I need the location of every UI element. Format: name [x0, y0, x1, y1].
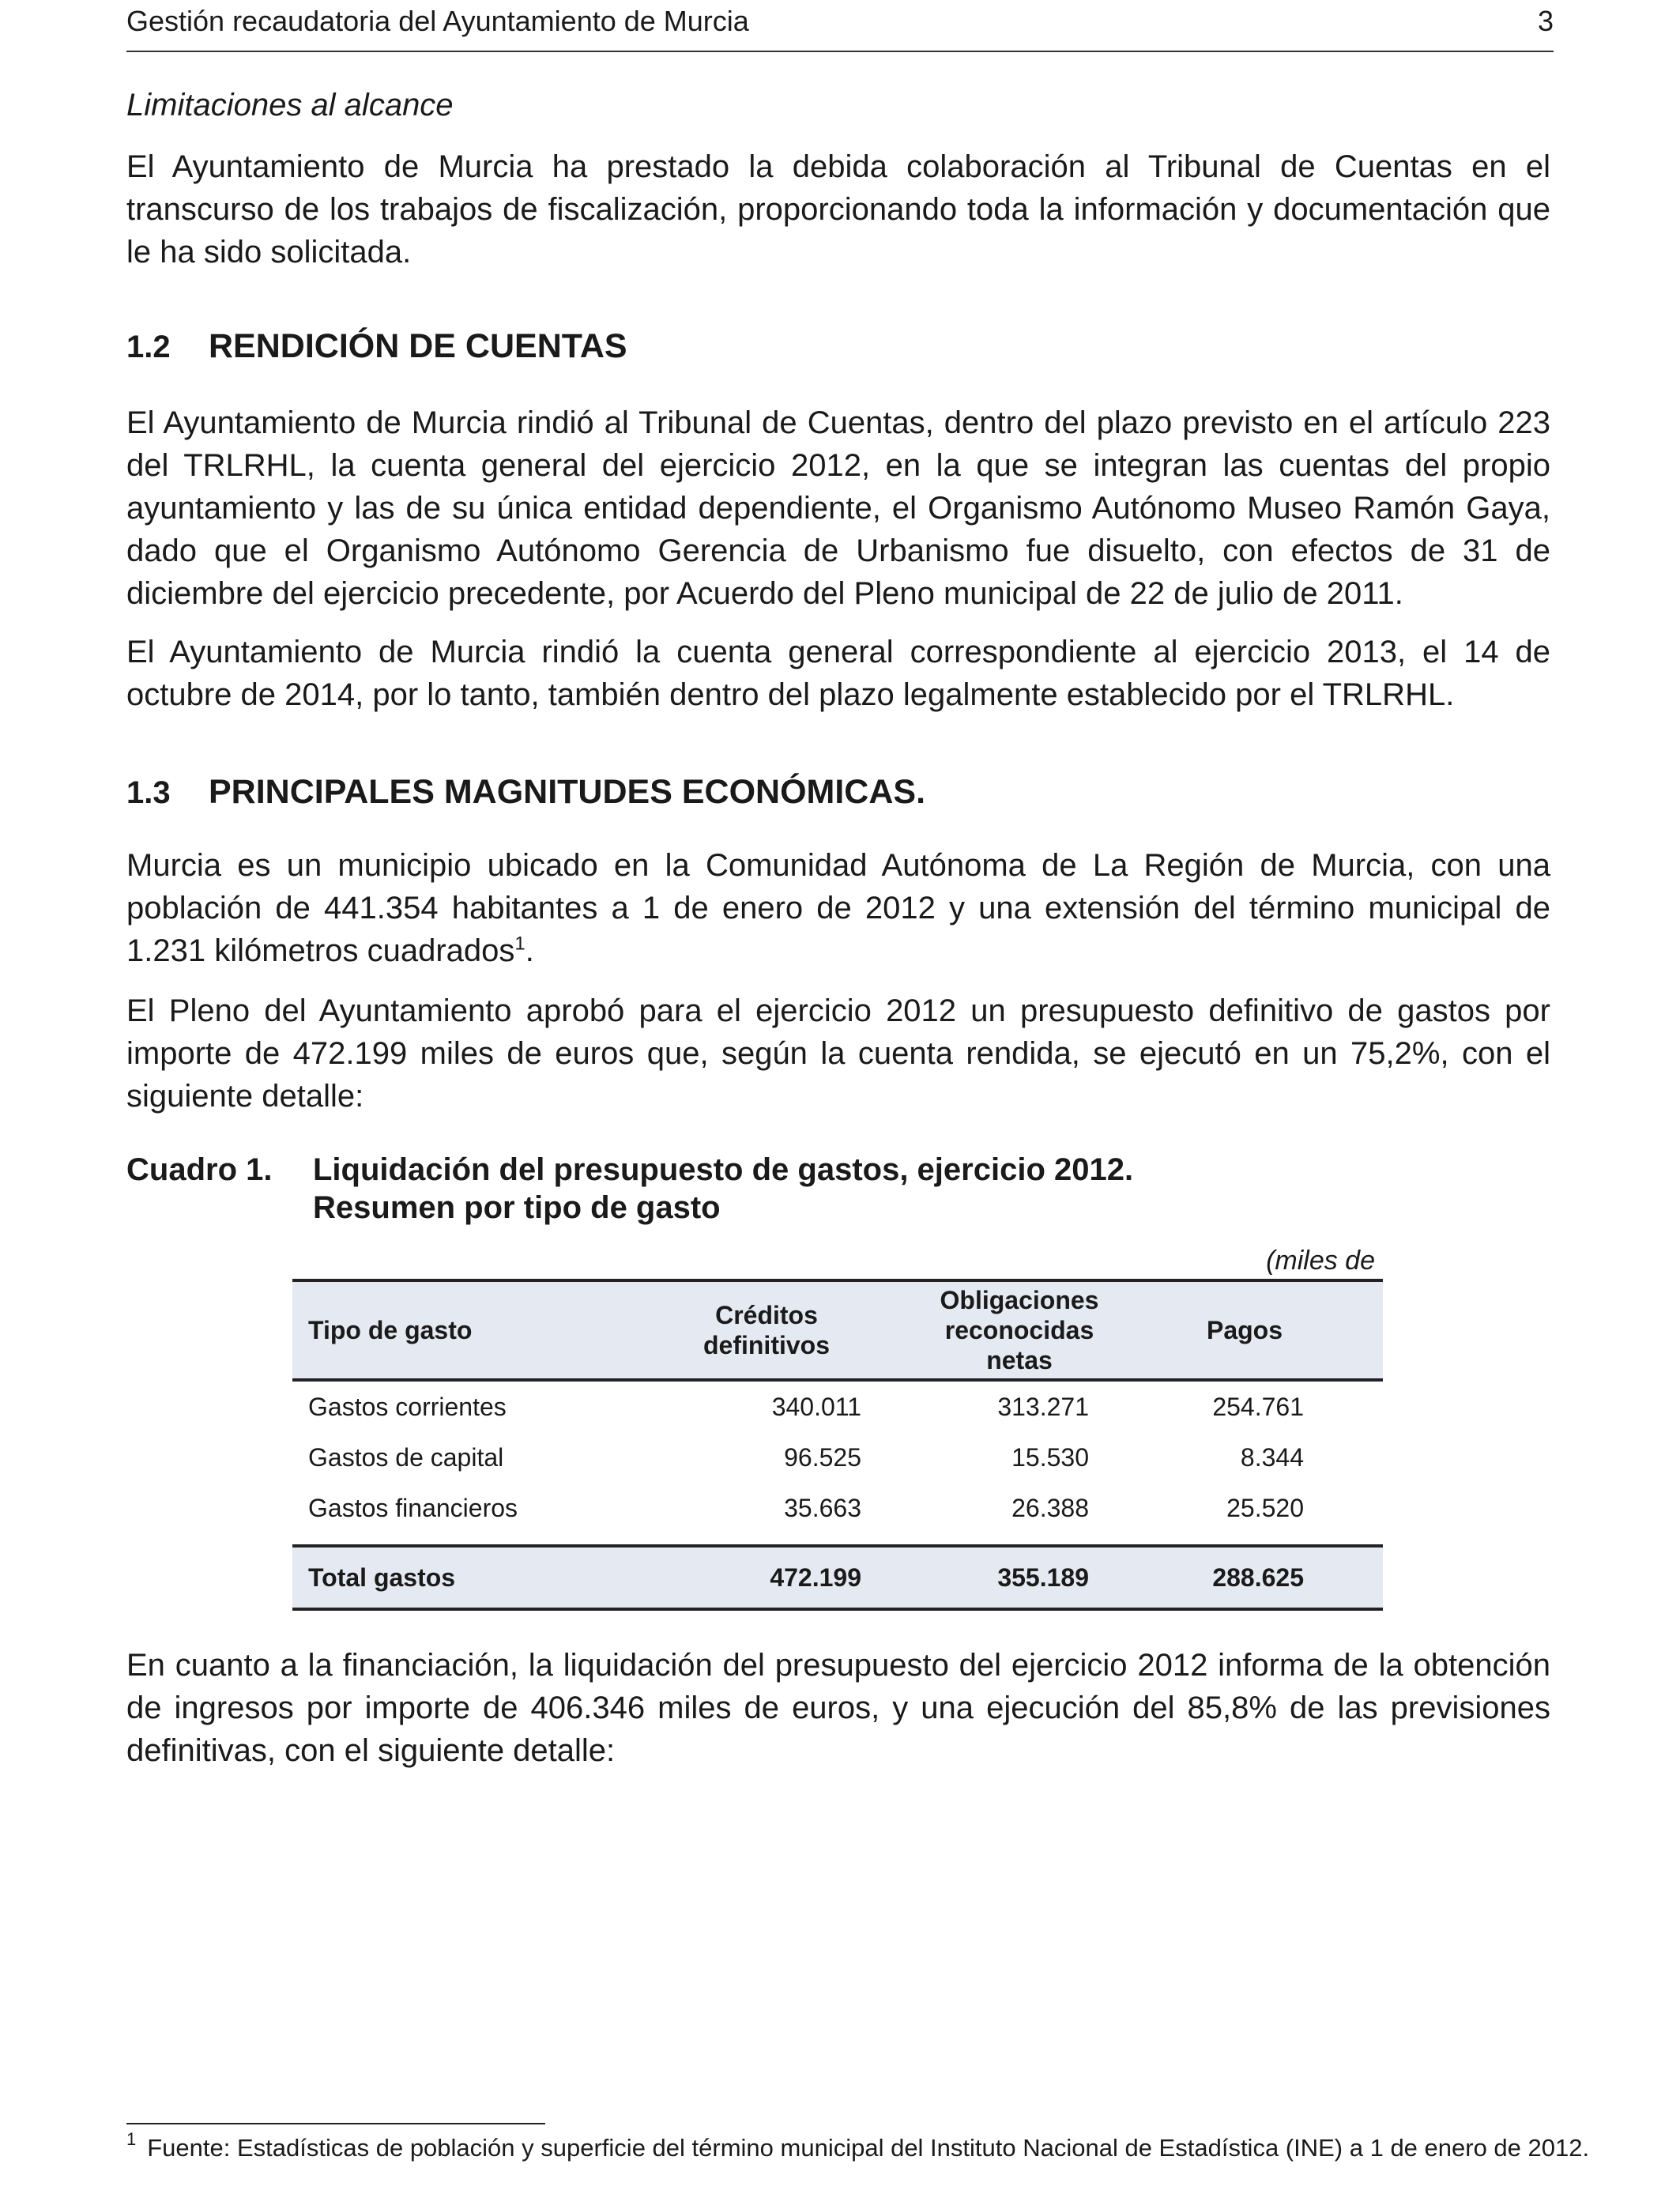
cell-creditos: 340.011	[771, 1392, 861, 1421]
column-header-obligaciones	[901, 1282, 1138, 1378]
cell-pagos: 25.520	[1226, 1493, 1304, 1522]
footnote-marker: 1	[126, 2129, 137, 2149]
table-unit: (miles de	[1266, 1246, 1375, 1276]
magnitudes-paragraph-2: El Pleno del Ayuntamiento aprobó para el ejercicio 2012 un presupuesto definitivo de gastos por importe de 472.199 miles de euros que, según la cuenta rendida, se ejecutó en un 75,2%, con el siguiente detalle:	[126, 993, 1550, 1114]
cell-obligaciones: 15.530	[1011, 1442, 1089, 1472]
table-label: Cuadro 1.	[126, 1152, 273, 1187]
column-header-creditos	[672, 1282, 861, 1378]
table-row	[292, 1382, 1383, 1432]
column-header-obligaciones-line-2: reconocidas	[944, 1316, 1094, 1344]
footnote-separator	[126, 2123, 545, 2124]
total-obligaciones: 355.189	[997, 1563, 1089, 1592]
total-tipo: Total gastos	[308, 1563, 456, 1592]
section-heading-1-3	[126, 773, 925, 812]
section-heading-1-2	[126, 327, 627, 366]
footnote-reference[interactable]: 1	[514, 933, 525, 955]
budget-table	[292, 1279, 1383, 1611]
cell-creditos: 96.525	[784, 1442, 861, 1472]
table-title-line-1: Liquidación del presupuesto de gastos, ejercicio 2012.	[313, 1152, 1134, 1187]
column-header-tipo: Tipo de gasto	[308, 1316, 473, 1344]
footnote	[126, 2129, 1590, 2162]
cell-obligaciones: 313.271	[997, 1392, 1089, 1421]
column-header-pagos: Pagos	[1206, 1316, 1283, 1344]
rendicion-paragraph-1: El Ayuntamiento de Murcia rindió al Tribunal de Cuentas, dentro del plazo previsto en el artículo 223 del TRLRHL, la cuenta general del ejercicio 2012, en la que se integran las cuentas del propio ayuntamiento y las de su única entidad dependiente, el Organismo Autónomo Museo Ramón Gaya, dado que el Organismo Autónomo Gerencia de Urbanismo fue disuelto, con efectos de 31 de diciembre del ejercicio precedente, por Acuerdo del Pleno municipal de 22 de julio de 2011.	[126, 405, 1550, 611]
cell-creditos: 35.663	[784, 1493, 861, 1522]
header-title: Gestión recaudatoria del Ayuntamiento de Murcia	[126, 5, 749, 37]
table-total-row	[292, 1544, 1383, 1611]
table-title	[313, 1151, 1133, 1227]
section-number: 1.2	[126, 330, 171, 364]
table-title-line-2: Resumen por tipo de gasto	[313, 1190, 721, 1225]
magnitudes-paragraph-1-text: Murcia es un municipio ubicado en la Comunidad Autónoma de La Región de Murcia, con una población de 441.354 habitantes a 1 de enero de 2012 y una extensión del término municipal de 1.231 kilómetros cuadrados	[126, 848, 1550, 968]
total-creditos: 472.199	[770, 1563, 861, 1592]
rendicion-paragraph-2: El Ayuntamiento de Murcia rindió la cuenta general correspondiente al ejercicio 2013, el 14 de octubre de 2014, por lo tanto, también dentro del plazo legalmente establecido por el TRLRHL.	[126, 635, 1550, 712]
financiacion-paragraph: En cuanto a la financiación, la liquidación del presupuesto del ejercicio 2012 informa de la obtención de ingresos por importe de 406.346 miles de euros, y una ejecución del 85,8% de las previsiones definitivas, con el siguiente detalle:	[126, 1648, 1550, 1768]
magnitudes-paragraph-1	[126, 844, 1550, 972]
column-header-obligaciones-line-1: Obligaciones	[940, 1286, 1099, 1314]
section-title: PRINCIPALES MAGNITUDES ECONÓMICAS.	[209, 773, 926, 811]
limitaciones-paragraph: El Ayuntamiento de Murcia ha prestado la debida colaboración al Tribunal de Cuentas en el transcurso de los trabajos de fiscalización, proporcionando toda la información y documentación que le ha sido solicitada.	[126, 149, 1550, 270]
cell-pagos: 8.344	[1240, 1442, 1304, 1472]
limitaciones-heading: Limitaciones al alcance	[126, 88, 454, 123]
section-title: RENDICIÓN DE CUENTAS	[209, 327, 627, 365]
total-pagos: 288.625	[1212, 1563, 1304, 1592]
table-row	[292, 1432, 1383, 1483]
column-header-creditos-line-2: definitivos	[703, 1331, 830, 1359]
cell-tipo: Gastos financieros	[308, 1493, 518, 1522]
magnitudes-paragraph-1-end: .	[525, 933, 534, 968]
section-number: 1.3	[126, 775, 171, 810]
column-header-creditos-line-1: Créditos	[715, 1301, 818, 1329]
table-row	[292, 1483, 1383, 1533]
footnote-text: Fuente: Estadísticas de población y superficie del término municipal del Instituto Nacional de Estadística (INE) a 1 de enero de 2012.	[147, 2134, 1590, 2162]
column-header-obligaciones-line-3: netas	[986, 1346, 1053, 1374]
table-header-row	[292, 1279, 1383, 1382]
cell-pagos: 254.761	[1212, 1392, 1304, 1421]
cell-obligaciones: 26.388	[1011, 1493, 1089, 1522]
page-number: 3	[1537, 5, 1554, 37]
cell-tipo: Gastos corrientes	[308, 1392, 507, 1421]
cell-tipo: Gastos de capital	[308, 1442, 504, 1472]
running-header	[126, 5, 1554, 52]
